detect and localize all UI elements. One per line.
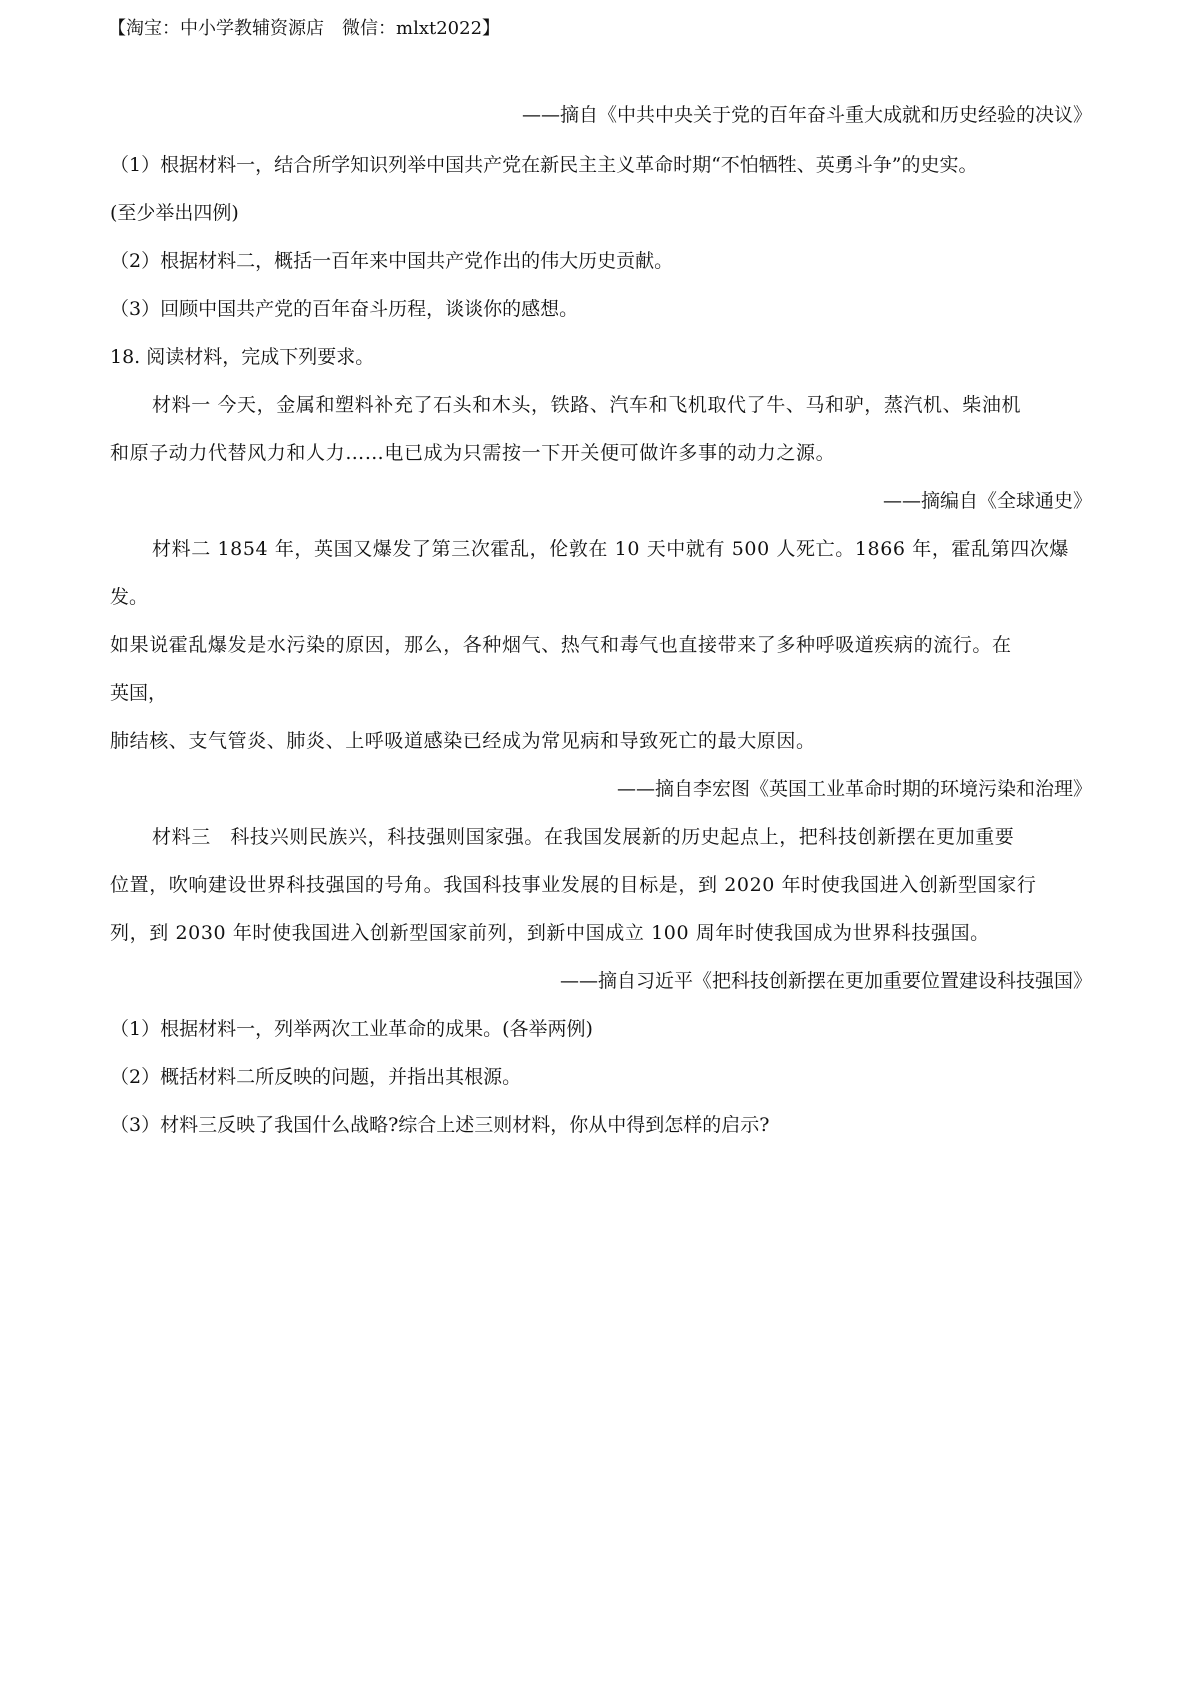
q18-material-2-line-5: 肺结核、支气管炎、肺炎、上呼吸道感染已经成为常见病和导致死亡的最大原因。 [110,730,816,752]
q17-subquestion-3: （3）回顾中国共产党的百年奋斗历程，谈谈你的感想。 [110,298,579,320]
q18-material-2-source: ——摘自李宏图《英国工业革命时期的环境污染和治理》 [616,778,1092,800]
header-watermark: 【淘宝：中小学教辅资源店 微信：mlxt2022】 [108,18,501,39]
q18-material-1-line-2: 和原子动力代替风力和人力……电已成为只需按一下开关便可做许多事的动力之源。 [110,442,836,464]
q18-material-2-line-3: 如果说霍乱爆发是水污染的原因，那么，各种烟气、热气和毒气也直接带来了多种呼吸道疾病的流行。在 [110,634,1012,656]
q18-material-1-source: ——摘编自《全球通史》 [882,490,1092,512]
q18-subquestion-2: （2）概括材料二所反映的问题，并指出其根源。 [110,1066,522,1088]
q18-material-3-source: ——摘自习近平《把科技创新摆在更加重要位置建设科技强国》 [559,970,1092,992]
q18-material-3-line-1: 材料三 科技兴则民族兴，科技强则国家强。在我国发展新的历史起点上，把科技创新摆在更加重要 [152,826,1015,848]
q17-subquestion-1-line-2: (至少举出四例) [110,202,239,224]
q17-subquestion-1-line-1: （1）根据材料一，结合所学知识列举中国共产党在新民主主义革命时期“不怕牺牲、英勇斗争”的史实。 [110,154,978,176]
q18-material-2-line-1: 材料二 1854 年，英国又爆发了第三次霍乱，伦敦在 10 天中就有 500 人死亡。1866 年，霍乱第四次爆 [152,538,1070,560]
q18-material-1-line-1: 材料一 今天，金属和塑料补充了石头和木头，铁路、汽车和飞机取代了牛、马和驴，蒸汽机、柴油机 [152,394,1022,416]
q18-title: 18. 阅读材料，完成下列要求。 [110,346,375,368]
q18-subquestion-1: （1）根据材料一，列举两次工业革命的成果。(各举两例) [110,1018,593,1040]
q18-material-2-line-4: 英国， [110,682,168,704]
q18-material-3-line-3: 列，到 2030 年时使我国进入创新型国家前列，到新中国成立 100 周年时使我国成为世界科技强国。 [110,922,990,944]
q18-material-3-line-2: 位置，吹响建设世界科技强国的号角。我国科技事业发展的目标是，到 2020 年时使我国进入创新型国家行 [110,874,1037,896]
q18-subquestion-3: （3）材料三反映了我国什么战略?综合上述三则材料，你从中得到怎样的启示? [110,1114,770,1136]
q17-source-citation: ——摘自《中共中央关于党的百年奋斗重大成就和历史经验的决议》 [521,104,1092,126]
q17-subquestion-2: （2）根据材料二，概括一百年来中国共产党作出的伟大历史贡献。 [110,250,674,272]
q18-material-2-line-2: 发。 [110,586,149,608]
